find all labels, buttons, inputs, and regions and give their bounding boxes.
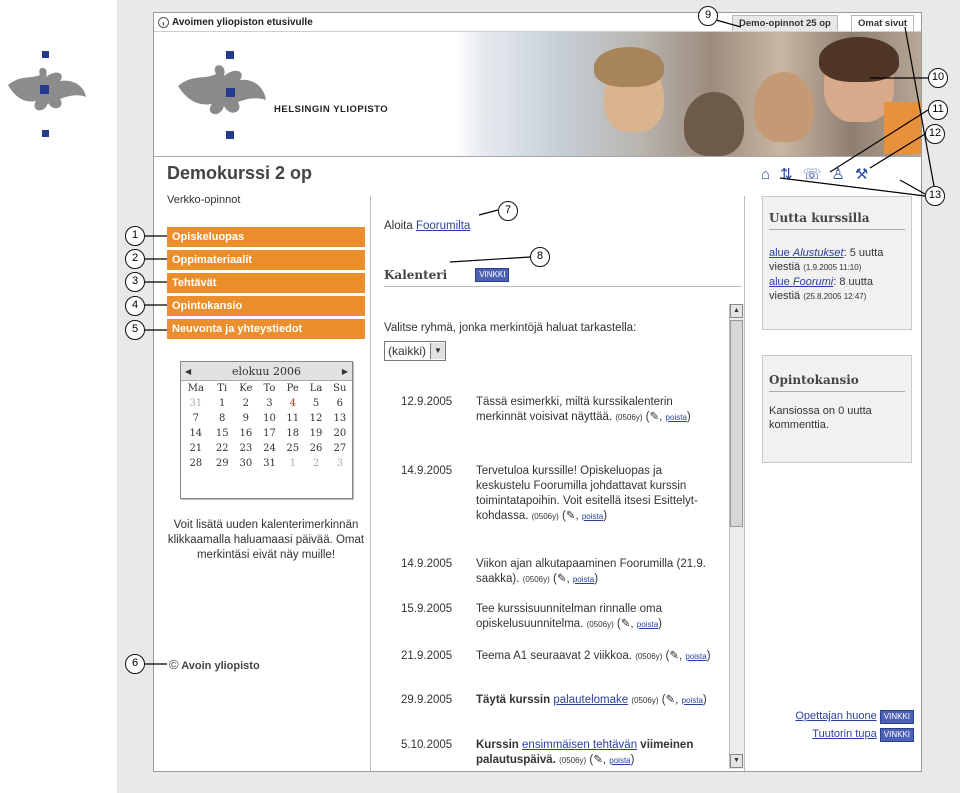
calendar-day[interactable]: 30	[239, 458, 253, 469]
event-text: Tervetuloa kurssille! Opiskeluopas ja keskustelu Foorumilla johdattavat kurssin toimintatapoihin. Voit esitellä itsesi Esittelyt-kohdassa.	[476, 465, 698, 522]
news-text: : 8 uutta viestiä	[769, 276, 873, 302]
calendar-day[interactable]: 14	[189, 428, 203, 439]
feedback-form-link[interactable]: palautelomake	[553, 694, 629, 706]
calendar-day[interactable]: 13	[333, 413, 347, 424]
event-date: 5.10.2005	[401, 739, 453, 751]
vinkki-button[interactable]: VINKKI	[880, 710, 914, 724]
edit-pencil-icon[interactable]: ✎	[620, 618, 631, 630]
delete-link[interactable]: poista	[572, 575, 595, 584]
weekday-label: Ma	[187, 383, 204, 394]
back-link-label: Avoimen yliopiston etusivulle	[172, 17, 313, 28]
event-meta: (0506y)	[631, 696, 659, 705]
calendar-day[interactable]: 9	[242, 413, 250, 424]
calendar-day[interactable]: 23	[239, 443, 253, 454]
edit-pencil-icon[interactable]: ✎	[565, 510, 576, 522]
callout-6: 6	[125, 654, 145, 674]
tab-own-pages[interactable]: Omat sivut	[851, 15, 914, 31]
delete-link[interactable]: poista	[636, 620, 659, 629]
calendar-day[interactable]: 19	[309, 428, 323, 439]
event-date: 21.9.2005	[401, 650, 453, 662]
home-icon[interactable]: ⌂	[761, 166, 771, 183]
news-time: (1.9.2005 11:10)	[803, 263, 862, 272]
calendar-day[interactable]: 2	[312, 458, 320, 469]
event-date: 14.9.2005	[401, 465, 453, 477]
teacher-room-link[interactable]: Opettajan huone	[795, 710, 877, 722]
calendar-day[interactable]: 29	[215, 458, 229, 469]
edit-pencil-icon[interactable]: ✎	[665, 694, 676, 706]
edit-pencil-icon[interactable]: ✎	[593, 754, 603, 766]
copyright-label: Avoin yliopisto	[181, 660, 260, 672]
nav-item-tehtavat[interactable]: Tehtävät	[167, 273, 365, 293]
course-subtitle: Verkko-opinnot	[167, 194, 241, 206]
scroll-up-icon[interactable]: ▲	[730, 304, 743, 318]
tools-icon[interactable]: ⚒	[854, 166, 869, 183]
folder-text: Kansiossa on 0 uutta kommenttia.	[769, 405, 872, 431]
callout-1: 1	[125, 226, 145, 246]
delete-link[interactable]: poista	[609, 756, 631, 765]
delete-link[interactable]: poista	[581, 512, 604, 521]
weekday-label: Ti	[217, 383, 228, 394]
callout-12: 12	[925, 124, 945, 144]
calendar-day[interactable]: 8	[219, 413, 226, 424]
event-text: viimeinen palautuspäivä.	[476, 739, 694, 766]
calendar-day[interactable]: 26	[309, 443, 323, 454]
nav-item-neuvonta[interactable]: Neuvonta ja yhteystiedot	[167, 319, 365, 339]
callout-8: 8	[530, 247, 550, 267]
chat-icon[interactable]: ☏	[802, 166, 822, 183]
edit-pencil-icon[interactable]: ✎	[556, 573, 567, 585]
course-title: Demokurssi 2 op	[167, 163, 313, 183]
event-text: Teema A1 seuraavat 2 viikkoa.	[476, 650, 632, 662]
calendar-day[interactable]: 31	[189, 398, 203, 409]
start-prefix: Aloita	[384, 220, 416, 232]
event-bold-text: Kurssin	[476, 739, 519, 751]
event-text: Viikon ajan alkutapaaminen Foorumilla (21.9. saakka).	[476, 558, 706, 585]
tab-course[interactable]: Demo-opinnot 25 op	[732, 15, 838, 31]
vinkki-button[interactable]: VINKKI	[880, 728, 914, 742]
tutor-room-link[interactable]: Tuutorin tupa	[812, 728, 877, 740]
event-text: Tee kurssisuunnitelman rinnalle oma opiskelusuunnitelma.	[476, 603, 663, 630]
event-meta: (0506y)	[615, 413, 643, 422]
calendar-day[interactable]: 7	[192, 413, 199, 424]
calendar-day[interactable]: 18	[286, 428, 300, 439]
calendar-day[interactable]: 15	[215, 428, 229, 439]
callout-9: 9	[698, 6, 718, 26]
news-text: : 5 uutta viestiä	[769, 247, 884, 273]
weekday-label: Su	[333, 383, 347, 394]
event-date: 14.9.2005	[401, 558, 453, 570]
calendar-day[interactable]: 24	[263, 443, 276, 454]
event-date: 12.9.2005	[401, 396, 453, 408]
event-date: 15.9.2005	[401, 603, 453, 615]
chevron-down-icon: ▼	[430, 343, 445, 359]
first-task-link[interactable]: ensimmäisen tehtävän	[522, 739, 638, 751]
event-text: Tässä esimerkki, miltä kurssikalenterin merkinnät voisivat näyttää.	[476, 396, 673, 423]
edit-pencil-icon[interactable]: ✎	[669, 650, 679, 662]
next-month-icon[interactable]: ▶	[341, 366, 348, 376]
calendar-month: elokuu 2006	[232, 364, 301, 378]
event-meta: (0506y)	[586, 620, 614, 629]
nav-item-opintokansio[interactable]: Opintokansio	[167, 296, 365, 316]
calendar-day-today[interactable]: 4	[289, 398, 296, 409]
calendar-title: Kalenteri	[384, 268, 448, 282]
callout-3: 3	[125, 272, 145, 292]
callout-13: 13	[925, 186, 945, 206]
calendar-day[interactable]: 16	[239, 428, 253, 439]
callout-7: 7	[498, 201, 518, 221]
calendar-day[interactable]: 20	[333, 428, 347, 439]
delete-link[interactable]: poista	[681, 696, 703, 705]
group-prompt: Valitse ryhmä, jonka merkintöjä haluat tarkastella:	[384, 322, 637, 334]
event-meta: (0506y)	[635, 652, 663, 661]
calendar-entries: Valitse ryhmä, jonka merkintöjä haluat tarkastella: (kaikki) ▼ 12.9.2005 Tässä esimerkki, miltä kurssikalenterin merkinnät voisivat näyttää. (0506y) (✎, poista) 14.9.2005 Tervetuloa kurssille! Opiskeluopas ja keskustelu Foorumilla johdattavat kurssin toimintatapoihin. Voit esitellä itsesi Esittelyt-kohdassa. (0506y) (✎, poista) 14.9.2005 Viikon ajan alkutapaaminen Foorumilla (21.9. saakka). (0506y) (✎, poista) 15.9.2005 Tee kurssisuunnitelman rinnalle oma opiskelusuunnitelma. (0506y) (✎, poista) 21.9.2005 Teema A1 seuraavat 2 viikkoa. (0506y) (✎, poista) 29.9.2005 Täytä kurssin palautelomake (0506y) (✎, poista) 5.10.2005 Kurssin ensimmäisen tehtävän viimeinen palautuspäivä. (0506y) (✎, poista)	[384, 322, 711, 766]
nav-item-oppimateriaalit[interactable]: Oppimateriaalit	[167, 250, 365, 270]
calendar-day[interactable]: 28	[189, 458, 203, 469]
nav-item-opiskeluopas[interactable]: Opiskeluopas	[167, 227, 365, 247]
weekday-label: To	[263, 383, 276, 394]
calendar-day[interactable]: 31	[263, 458, 276, 469]
news-title: Uutta kurssilla	[769, 211, 905, 230]
arrows-icon[interactable]: ⇅	[780, 166, 793, 183]
calendar-note: Voit lisätä uuden kalenterimerkinnän klikkaamalla haluamaasi päivää. Omat merkintäsi eivät näy muille!	[167, 519, 365, 561]
calendar-day[interactable]: 3	[336, 458, 344, 469]
forum-link[interactable]: Foorumilta	[415, 220, 471, 232]
calendar-day[interactable]: 12	[309, 413, 323, 424]
event-meta: (0506y)	[522, 575, 550, 584]
delete-link[interactable]: poista	[665, 413, 687, 422]
calendar-day[interactable]: 5	[312, 398, 320, 409]
event-bold-text: Täytä kurssin	[476, 694, 551, 706]
calendar-day[interactable]: 2	[242, 398, 250, 409]
calendar-day[interactable]: 11	[286, 413, 300, 424]
event-meta: (0506y)	[559, 756, 587, 765]
university-name: HELSINGIN YLIOPISTO	[274, 104, 389, 115]
people-icon[interactable]: ♙	[831, 166, 845, 183]
weekday-label: Pe	[286, 383, 299, 394]
delete-link[interactable]: poista	[685, 652, 707, 661]
callout-5: 5	[125, 320, 145, 340]
calendar-day[interactable]: 27	[333, 443, 347, 454]
calendar-day[interactable]: 1	[219, 398, 226, 409]
calendar-day[interactable]: 6	[336, 398, 344, 409]
weekday-label: Ke	[239, 383, 253, 394]
copyright-icon: ©	[169, 657, 179, 672]
calendar-day[interactable]: 17	[263, 428, 276, 439]
weekday-label: La	[309, 383, 323, 394]
arrow-left-icon: ‹	[158, 17, 169, 28]
calendar-day[interactable]: 25	[286, 443, 300, 454]
callout-11: 11	[928, 100, 948, 120]
calendar-day[interactable]: 1	[289, 458, 296, 469]
news-link[interactable]: alue Alustukset	[769, 247, 844, 259]
news-time: (25.8.2005 12:47)	[803, 292, 867, 301]
event-date: 29.9.2005	[401, 694, 453, 706]
prev-month-icon[interactable]: ◀	[185, 366, 192, 376]
callout-4: 4	[125, 296, 145, 316]
calendar-day[interactable]: 21	[189, 443, 203, 454]
group-select-value: (kaikki)	[388, 344, 426, 358]
callout-10: 10	[928, 68, 948, 88]
scroll-down-icon[interactable]: ▼	[730, 754, 743, 768]
news-link[interactable]: alue Foorumi	[769, 276, 834, 288]
calendar-day[interactable]: 10	[263, 413, 276, 424]
calendar-day[interactable]: 22	[215, 443, 229, 454]
callout-2: 2	[125, 249, 145, 269]
vinkki-button[interactable]: VINKKI	[475, 268, 509, 282]
event-meta: (0506y)	[531, 512, 559, 521]
folder-title: Opintokansio	[769, 373, 905, 392]
calendar-day[interactable]: 3	[266, 398, 273, 409]
edit-pencil-icon[interactable]: ✎	[649, 411, 660, 423]
